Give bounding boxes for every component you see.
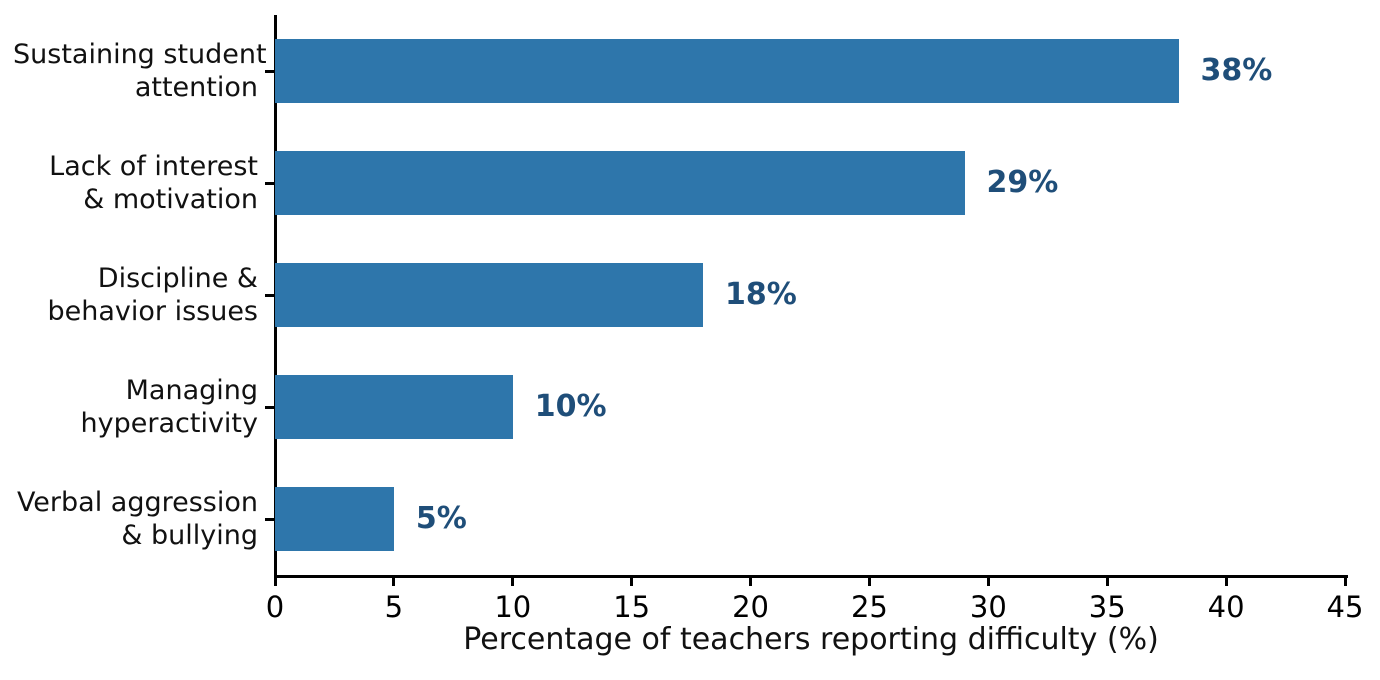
y-tick-mark — [265, 518, 275, 521]
x-tick-label: 40 — [1207, 590, 1245, 624]
category-label: Discipline & behavior issues — [47, 263, 258, 327]
x-tick-mark — [274, 575, 277, 586]
y-tick-mark — [265, 70, 275, 73]
x-tick-label: 0 — [265, 590, 285, 624]
x-tick-label: 30 — [969, 590, 1007, 624]
x-tick-label: 45 — [1326, 590, 1364, 624]
x-tick-mark — [987, 575, 990, 586]
category-label: Lack of interest & motivation — [49, 151, 258, 215]
x-axis-line — [274, 575, 1348, 578]
x-tick-label: 5 — [384, 590, 404, 624]
x-tick-mark — [749, 575, 752, 586]
bar-4 — [275, 487, 394, 551]
bar-3 — [275, 375, 513, 439]
x-tick-label: 15 — [613, 590, 651, 624]
bar-value-label: 18% — [725, 277, 797, 312]
x-tick-mark — [392, 575, 395, 586]
bar-value-label: 10% — [534, 389, 607, 424]
x-tick-mark — [1106, 575, 1109, 586]
x-axis-title: Percentage of teachers reporting difficulty (%) — [463, 622, 1159, 657]
y-tick-mark — [265, 182, 275, 185]
x-tick-mark — [868, 575, 871, 586]
bar-2 — [275, 263, 703, 327]
x-tick-label: 20 — [732, 590, 769, 624]
category-label: Sustaining student attention — [13, 39, 267, 103]
x-tick-mark — [630, 575, 633, 586]
x-tick-mark — [511, 575, 514, 586]
bar-1 — [275, 151, 965, 215]
category-label: Managing hyperactivity — [80, 375, 258, 439]
y-tick-mark — [265, 406, 275, 409]
x-tick-label: 25 — [850, 590, 888, 624]
x-tick-mark — [1344, 575, 1347, 586]
x-tick-label: 10 — [494, 590, 532, 624]
bar-0 — [275, 39, 1179, 103]
bar-value-label: 29% — [986, 165, 1059, 200]
x-tick-label: 35 — [1088, 590, 1126, 624]
y-tick-mark — [265, 294, 275, 297]
category-label: Verbal aggression & bullying — [16, 487, 258, 551]
bar-value-label: 38% — [1200, 53, 1273, 88]
bar-value-label: 5% — [415, 501, 467, 536]
x-tick-mark — [1225, 575, 1228, 586]
